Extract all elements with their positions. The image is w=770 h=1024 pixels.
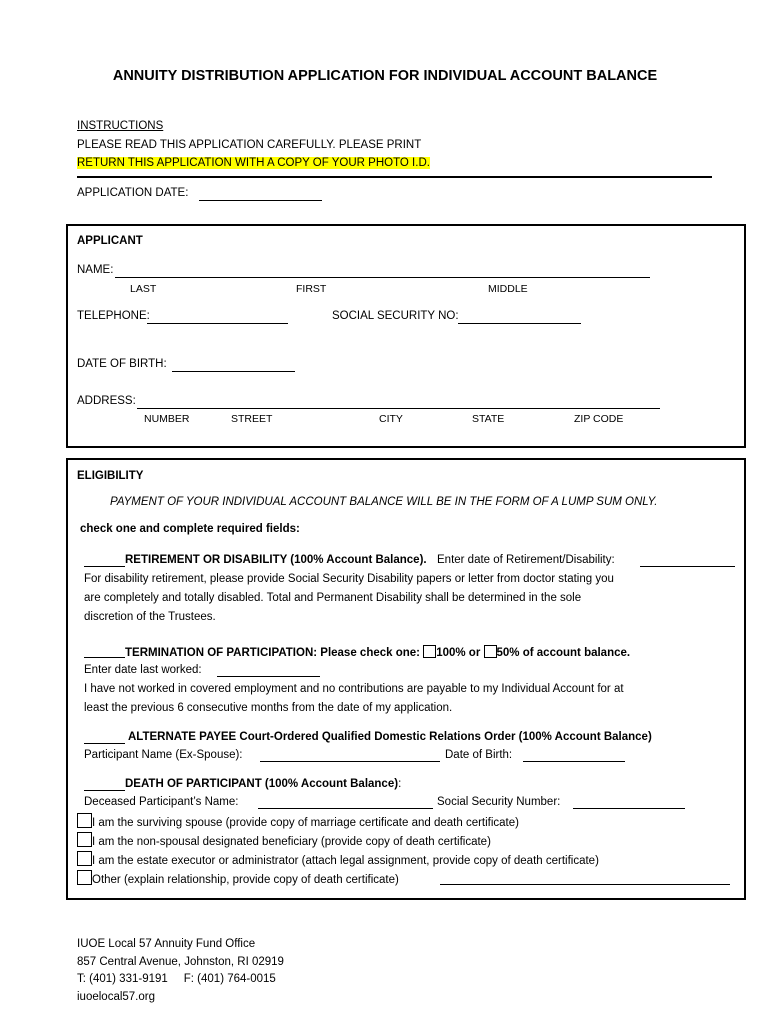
retirement-date-label: Enter date of Retirement/Disability: — [437, 554, 615, 566]
eligibility-heading: ELIGIBILITY — [77, 470, 144, 482]
death-check-line[interactable] — [84, 790, 125, 791]
alternate-participant-field[interactable] — [260, 761, 440, 762]
address-field[interactable] — [137, 408, 660, 409]
instructions-line-2: RETURN THIS APPLICATION WITH A COPY OF YOUR PHOTO I.D. — [77, 157, 430, 169]
termination-opt-100: 100% or — [436, 647, 481, 659]
retirement-title: RETIREMENT OR DISABILITY (100% Account Balance). — [125, 554, 427, 566]
death-option-4-label: Other (explain relationship, provide copy of death certificate) — [92, 874, 399, 886]
retirement-text-1: For disability retirement, please provide Social Security Disability papers or letter from doctor stating you — [84, 573, 614, 585]
termination-check-label: : Please check one: — [313, 647, 420, 659]
ssn-label: SOCIAL SECURITY NO: — [332, 310, 459, 322]
telephone-label: TELEPHONE: — [77, 310, 150, 322]
deceased-name-label: Deceased Participant’s Name: — [84, 796, 239, 808]
retirement-text-2: are completely and totally disabled. Total and Permanent Disability shall be determined in the sole — [84, 592, 582, 604]
ssn-field[interactable] — [458, 323, 581, 324]
address-part-city: CITY — [379, 413, 403, 425]
form-title: ANNUITY DISTRIBUTION APPLICATION FOR INDIVIDUAL ACCOUNT BALANCE — [112, 68, 658, 84]
executor-checkbox[interactable] — [77, 851, 92, 866]
termination-date-label: Enter date last worked: — [84, 664, 202, 676]
death-title-suffix: : — [398, 778, 402, 790]
alternate-participant-label: Participant Name (Ex-Spouse): — [84, 749, 243, 761]
termination-text-2: least the previous 6 consecutive months from the date of my application. — [84, 702, 453, 714]
applicant-heading: APPLICANT — [77, 235, 143, 247]
retirement-check-line[interactable] — [84, 566, 125, 567]
application-date-label: APPLICATION DATE: — [77, 187, 189, 199]
deceased-name-field[interactable] — [258, 808, 433, 809]
payment-note: PAYMENT OF YOUR INDIVIDUAL ACCOUNT BALANCE WILL BE IN THE FORM OF A LUMP SUM ONLY. — [110, 496, 658, 508]
death-option-1-label: I am the surviving spouse (provide copy of marriage certificate and death certificate) — [92, 817, 519, 829]
name-part-last: LAST — [130, 283, 157, 295]
death-option-4[interactable] — [77, 870, 399, 886]
instructions-divider — [77, 176, 712, 178]
termination-title: TERMINATION OF PARTICIPATION — [125, 647, 314, 659]
termination-opt-50: 50% of account balance. — [496, 647, 631, 659]
application-date-field[interactable] — [199, 200, 322, 201]
death-option-3[interactable] — [77, 851, 599, 867]
name-label: NAME: — [77, 264, 114, 276]
instructions-heading: INSTRUCTIONS — [77, 120, 164, 132]
death-title: DEATH OF PARTICIPANT (100% Account Balance) — [125, 778, 399, 790]
termination-row — [125, 645, 630, 659]
retirement-date-field[interactable] — [640, 566, 735, 567]
address-part-zip: ZIP CODE — [574, 413, 624, 425]
deceased-ssn-field[interactable] — [573, 808, 685, 809]
termination-100-checkbox[interactable] — [423, 645, 436, 658]
alternate-title: ALTERNATE PAYEE Court-Ordered Qualified Domestic Relations Order (100% Account Balance) — [128, 731, 652, 743]
retirement-text-3: discretion of the Trustees. — [84, 611, 216, 623]
name-field[interactable] — [115, 277, 650, 278]
name-part-first: FIRST — [296, 283, 327, 295]
telephone-field[interactable] — [147, 323, 288, 324]
alternate-check-line[interactable] — [84, 743, 125, 744]
alternate-dob-field[interactable] — [523, 761, 625, 762]
other-checkbox[interactable] — [77, 870, 92, 885]
address-part-street: STREET — [231, 413, 273, 425]
termination-date-field[interactable] — [217, 676, 320, 677]
address-part-state: STATE — [472, 413, 505, 425]
death-option-2-label: I am the non-spousal designated beneficiary (provide copy of death certificate) — [92, 836, 491, 848]
death-title-row — [125, 778, 401, 790]
footer-line-4[interactable]: iuoelocal57.org — [77, 991, 156, 1003]
beneficiary-checkbox[interactable] — [77, 832, 92, 847]
footer-line-1: IUOE Local 57 Annuity Fund Office — [77, 938, 256, 950]
name-part-middle: MIDDLE — [488, 283, 528, 295]
death-option-2[interactable] — [77, 832, 491, 848]
footer-line-2: 857 Central Avenue, Johnston, RI 02919 — [77, 956, 284, 968]
address-label: ADDRESS: — [77, 395, 136, 407]
deceased-ssn-label: Social Security Number: — [437, 796, 561, 808]
surviving-spouse-checkbox[interactable] — [77, 813, 92, 828]
termination-text-1: I have not worked in covered employment and no contributions are payable to my Individual Account for at — [84, 683, 624, 695]
death-option-1[interactable] — [77, 813, 519, 829]
death-option-3-label: I am the estate executor or administrator (attach legal assignment, provide copy of death certificate) — [92, 855, 599, 867]
termination-check-line[interactable] — [84, 657, 125, 658]
dob-label: DATE OF BIRTH: — [77, 358, 167, 370]
check-note: check one and complete required fields: — [80, 523, 300, 535]
instructions-line-1: PLEASE READ THIS APPLICATION CAREFULLY. PLEASE PRINT — [77, 139, 422, 151]
other-explain-field[interactable] — [440, 884, 730, 885]
termination-50-checkbox[interactable] — [484, 645, 497, 658]
address-part-number: NUMBER — [144, 413, 190, 425]
alternate-dob-label: Date of Birth: — [445, 749, 513, 761]
footer-line-3: T: (401) 331-9191 F: (401) 764-0015 — [77, 973, 276, 985]
dob-field[interactable] — [172, 371, 295, 372]
